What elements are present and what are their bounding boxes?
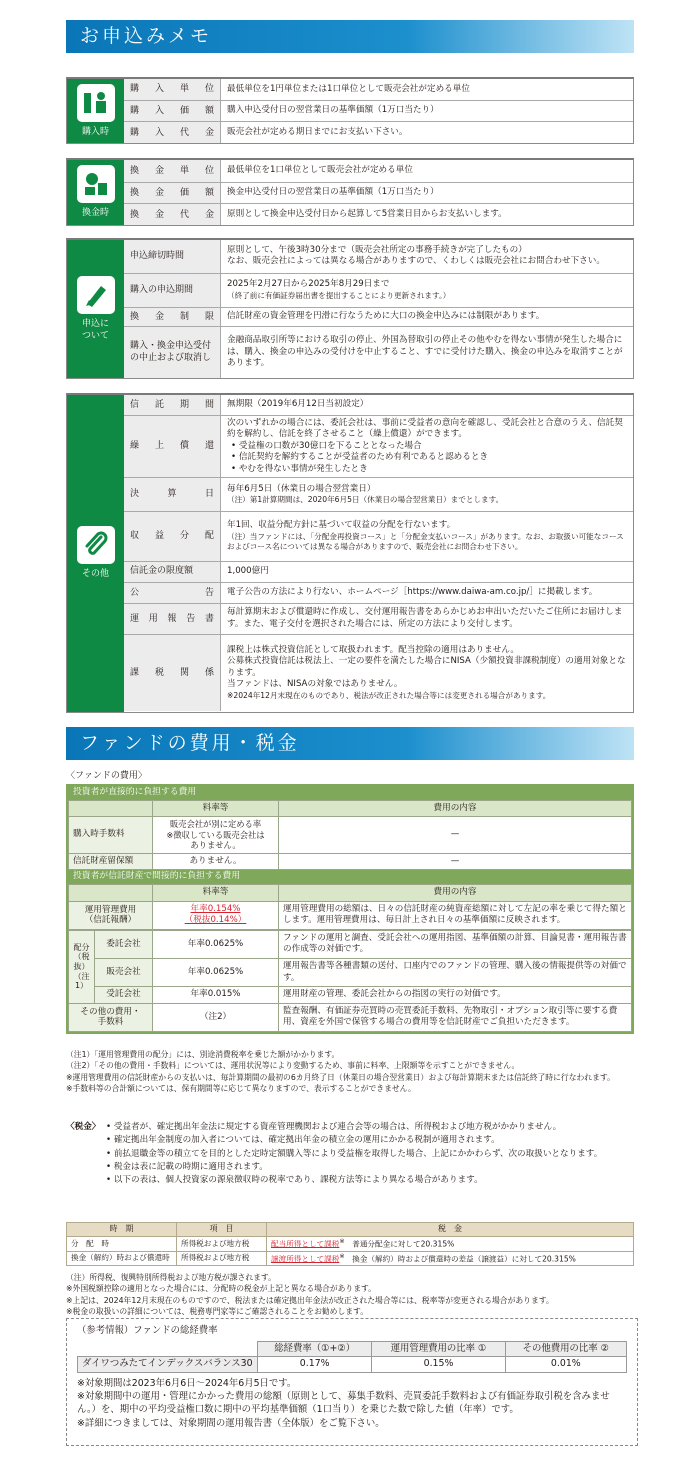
table-row: [124, 183, 633, 205]
label-char: 日: [204, 489, 214, 500]
table-row: [69, 853, 632, 870]
note-line: ※運用管理費用の信託財産からの支払いは、毎計算期間の最初の6カ月終了日（休業日の場合翌営業日）および毎計算期末または信託終了時に行なわれます。: [66, 1072, 615, 1082]
label-char: 金: [154, 209, 164, 220]
label-char: 購: [130, 105, 140, 116]
fee-rate: 販売会社が別に定める率 ※徴収している販売会社は ありません。: [153, 817, 279, 853]
row-label: 信託金の限度額: [124, 562, 221, 582]
paperclip-icon: [77, 526, 115, 564]
label-char: 単: [179, 84, 189, 95]
label-char: 繰: [130, 441, 140, 452]
note-text: 受益者が、確定拠出年金法に規定する資産管理機関および連合会等の場合は、所得税および地方税がかかりません。: [113, 1122, 562, 1132]
label-char: 還: [204, 441, 214, 452]
label-char: 金: [154, 187, 164, 198]
table-row: [67, 1236, 634, 1251]
label-char: 購: [130, 127, 140, 138]
row-label: [124, 512, 221, 561]
label-char: 上: [154, 441, 164, 452]
table-row: [124, 635, 633, 711]
exchange-block: [66, 158, 634, 226]
label-char: 金: [154, 165, 164, 176]
row-label: [124, 416, 221, 477]
value-text: 金融商品取引所等における取引の停止、外国為替取引の停止その他やむを得ない事情が発生した場合には、購入、換金の申込みの受付けを中止すること、すでに受付けた購入、換金の申込みを取消すことがあります。: [227, 335, 623, 369]
note-text: 税金は表に記載の時期に適用されます。: [113, 1161, 268, 1172]
col-content: 費用の内容: [279, 885, 632, 902]
tax-period: 換金（解約）時および償還時: [67, 1251, 177, 1266]
table-row: [124, 562, 633, 583]
col-rate: 料率等: [153, 885, 279, 902]
ref-col-mgmt: 運用管理費用の比率 ①: [372, 1341, 505, 1357]
label-char: 換: [130, 187, 140, 198]
row-value: [221, 327, 633, 378]
note-line: ※税金の取扱いの詳細については、税務専門家等にご確認されることをお勧めします。: [66, 1306, 369, 1316]
tax-type: 譲渡所得として課税: [271, 1254, 340, 1264]
value-note: ※2024年12月末現在のものであり、税法が改正された場合等には変更される場合があります。: [227, 691, 551, 701]
label-char: 制: [179, 311, 189, 322]
tax-section: [66, 1121, 646, 1188]
fee-label: 信託財産留保額: [69, 853, 153, 870]
label-char: 託: [154, 399, 164, 410]
note-text: 確定拠出年金制度の加入者については、確定拠出年金の積立金の運用にかかる税制が適用されます。: [113, 1135, 500, 1146]
ref-col-total: 総経費率（①+②）: [258, 1341, 372, 1357]
value-text: 最低単位を1口単位として販売会社が定める単位: [227, 165, 413, 176]
tax-col-tax: 税 金: [267, 1223, 634, 1237]
label-char: 限: [204, 311, 214, 322]
table-row: [67, 1251, 634, 1266]
label-char: 入: [154, 84, 164, 95]
alloc-content: ファンドの運用と調査、受託会社への運用指図、基準価額の計算、目論見書・運用報告書の作成等の対価です。: [279, 930, 632, 958]
table-row: [124, 204, 633, 225]
label-char: 入: [154, 105, 164, 116]
row-value: [221, 101, 633, 122]
label-char: 換: [130, 209, 140, 220]
note-line: ※上記は、2024年12月末現在のものですので、税法または確定拠出年金法が改正された場合等には、税率等が変更される場合があります。: [66, 1295, 554, 1305]
note-line: ※対象期間中の運用・管理にかかった費用の総額（原則として、募集手数料、売買委託手数料および有価証券取引税を含みません。）を、期中の平均受益権口数に期中の平均基準価額（1口当り）を乗じた数で除した値（年率）です。: [77, 1391, 610, 1416]
value-text: 原則として、午後3時30分まで（販売会社所定の事務手続きが完了したもの） なお、販売会社によっては異なる場合がありますので、くわしくは販売会社にお問合わせ下さい。: [227, 244, 605, 267]
value-text: 毎計算期末および償還時に作成し、交付運用報告書をあらかじめお申出いただいたご住所にお届けします。また、電子交付を選択された場合には、所定の方法により交付します。: [227, 607, 623, 629]
table-row: [69, 958, 632, 986]
exchange-side: [67, 160, 124, 225]
note-line: • 前払退職金等の積立てを目的とした定時定額購入等により受益権を取得した場合、上記にかかわらず、次の取扱いとなります。: [106, 1148, 603, 1159]
fee-table: [66, 784, 634, 1034]
apply-block: [66, 238, 634, 379]
tax-col-item: 項 目: [177, 1223, 267, 1237]
row-label: [124, 478, 221, 511]
alloc-party: 委託会社: [95, 930, 153, 958]
label-char: 決: [130, 489, 140, 500]
row-value: [221, 395, 633, 415]
row-label: [124, 101, 221, 122]
label-char: 期: [179, 399, 189, 410]
tax-mark: ※: [339, 1237, 345, 1245]
tax-text: 換金（解約）時および償還時の差益（譲渡益）に対して20.315%: [352, 1254, 576, 1264]
fees-subtitle: 〈ファンドの費用〉: [66, 771, 147, 781]
value-text: 2025年2月27日から2025年8月29日まで: [227, 279, 390, 290]
tax-item: 所得税および地方税: [177, 1251, 267, 1266]
alloc-content: 運用財産の管理、委託会社からの指図の実行の対価です。: [279, 987, 632, 1004]
value-text: 毎年6月5日（休業日の場合翌営業日）: [227, 483, 376, 494]
alloc-content: 運用報告書等各種書類の送付、口座内でのファンドの管理、購入後の情報提供等の対価です。: [279, 958, 632, 986]
fee-content: —: [279, 853, 632, 870]
row-value: [221, 604, 633, 634]
row-label: 申込締切時間: [124, 240, 221, 273]
row-label: [124, 308, 221, 327]
fee-section-header: ファンドの費用・税金: [66, 727, 634, 760]
apply-side-label: 申込に ついて: [81, 318, 109, 341]
label-char: 額: [204, 187, 214, 198]
table-row: [124, 327, 633, 378]
row-value: [221, 274, 633, 307]
label-char: 運: [130, 613, 140, 624]
note-line: ※外国税額控除の適用となった場合には、分配時の税金が上記と異なる場合があります。: [66, 1284, 376, 1294]
label-char: 位: [204, 165, 214, 176]
direct-fee-title: 投資者が直接的に負担する費用: [68, 786, 632, 800]
reference-box: [66, 1318, 638, 1446]
purchase-side-label: 購入時: [81, 126, 109, 137]
label-char: 金: [204, 127, 214, 138]
row-label: [124, 122, 221, 143]
label-char: 用: [148, 613, 158, 624]
label-char: 位: [204, 84, 214, 95]
value-text: 換金申込受付日の翌営業日の基準価額（1万口当たり）: [227, 187, 439, 198]
bullet-item: • 信託契約を解約することが受益者のため有利であると認めるとき: [231, 452, 489, 463]
value-text: 次のいずれかの場合には、委託会社は、事前に受益者の意向を確認し、受託会社と合意のうえ、信託契約を解約し、信託を終了させること（繰上償還）ができます。: [227, 417, 623, 440]
table-row: [124, 240, 633, 274]
value-text: 原則として換金申込受付日から起算して5営業日目からお支払いします。: [227, 208, 507, 219]
row-label: [124, 204, 221, 225]
tax-text: 普通分配金に対して20.315%: [352, 1239, 455, 1249]
mgmt-content: 運用管理費用の総額は、日々の信託財産の純資産総額に対して左記の率を乗じて得た額とします。運用管理費用は、毎日計上され日々の基準価額に反映されます。: [279, 901, 632, 929]
note-line: • 以下の表は、個人投資家の源泉徴収時の税率であり、課税方法等により異なる場合があります。: [106, 1175, 483, 1186]
table-row: [69, 817, 632, 853]
tax-item: 所得税および地方税: [177, 1236, 267, 1251]
label-char: 償: [179, 441, 189, 452]
note-text: 以下の表は、個人投資家の源泉徴収時の税率であり、課税方法等により異なる場合があります。: [113, 1175, 483, 1186]
label-char: 収: [130, 531, 140, 542]
exchange-icon: [77, 165, 115, 203]
apply-side: [67, 240, 124, 378]
note-line: ※対象期間は2023年6月6日～2024年6月5日です。: [77, 1378, 297, 1390]
mgmt-rate: 年率0.154%: [190, 903, 241, 914]
row-value: [221, 416, 633, 477]
label-char: 代: [179, 209, 189, 220]
row-value: [221, 204, 633, 225]
indirect-fee-title: 投資者が信託財産で間接的に負担する費用: [68, 870, 632, 884]
label-char: 書: [204, 613, 214, 624]
label-char: 課: [130, 667, 140, 678]
table-row: [124, 604, 633, 635]
label-char: 公: [130, 587, 140, 598]
mgmt-rate-excl: （税抜0.14%）: [184, 915, 247, 926]
label-char: 報: [167, 613, 177, 624]
label-char: 係: [204, 667, 214, 678]
value-text: 1,000億円: [227, 566, 269, 577]
label-char: 算: [167, 489, 177, 500]
table-row: [124, 274, 633, 308]
value-text: 無期限（2019年6月12日当初設定）: [227, 399, 369, 410]
value-text: 購入申込受付日の翌営業日の基準価額（1万口当たり）: [227, 105, 439, 116]
label-char: 換: [130, 165, 140, 176]
row-label: [124, 79, 221, 100]
value-note: （注）第1計算期間は、2020年6月5日（休業日の場合翌営業日）までとします。: [227, 495, 504, 505]
label-char: 告: [204, 587, 214, 598]
reference-notes: [77, 1377, 627, 1430]
ref-col-other: その他費用の比率 ②: [505, 1341, 626, 1357]
other-fee-rate: （注2）: [153, 1003, 279, 1031]
row-value: [221, 160, 633, 182]
alloc-party: 受託会社: [95, 987, 153, 1004]
bullet-item: • 受益権の口数が30億口を下ることとなった場合: [231, 440, 422, 451]
table-row: [124, 79, 633, 101]
label-char: 購: [130, 84, 140, 95]
label-char: 価: [179, 187, 189, 198]
fee-content: —: [279, 817, 632, 853]
row-value: [221, 122, 633, 143]
tax-col-period: 時 期: [67, 1223, 177, 1237]
note-line: • 確定拠出年金制度の加入者については、確定拠出年金の積立金の運用にかかる税制が適用されます。: [106, 1135, 500, 1146]
label-char: 金: [204, 209, 214, 220]
alloc-rate: 年率0.0625%: [153, 930, 279, 958]
tax-label: 〈税金〉: [66, 1122, 101, 1132]
note-line: ※手数料等の合計額については、保有期間等に応じて異なりますので、表示することができません。: [66, 1083, 416, 1093]
row-value: [221, 308, 633, 327]
row-label: [124, 160, 221, 182]
note-line: • 受益者が、確定拠出年金法に規定する資産管理機関および連合会等の場合は、所得税および地方税がかかりません。: [106, 1122, 562, 1132]
label-char: 配: [204, 531, 214, 542]
row-value: [221, 240, 633, 273]
row-value: [221, 478, 633, 511]
row-value: [221, 183, 633, 204]
row-label: [124, 183, 221, 204]
mgmt-fee-label: 運用管理費用 （信託報酬）: [69, 901, 153, 929]
alloc-label: 配分 （税抜） （注1）: [69, 930, 95, 1003]
value-text: 信託財産の資金管理を円滑に行なうために大口の換金申込みには制限があります。: [227, 311, 545, 322]
tax-mark: ※: [339, 1252, 345, 1260]
value-text: 販売会社が定める期日までにお支払い下さい。: [227, 126, 408, 137]
ref-total: 0.17%: [258, 1357, 372, 1373]
tax-table: [66, 1222, 634, 1266]
table-row: [69, 1003, 632, 1031]
table-row: [69, 930, 632, 958]
label-char: 入: [154, 127, 164, 138]
other-side: [67, 395, 124, 712]
row-value: [221, 512, 633, 561]
purchase-icon: [77, 84, 115, 122]
table-row: [124, 395, 633, 416]
note-line: （注2）「その他の費用・手数料」については、運用状況等により変動するため、事前に料率、上限額等を示すことができません。: [66, 1061, 520, 1071]
note-line: （注）所得税、復興特別所得税および地方税が課されます。: [66, 1273, 276, 1282]
other-side-label: その他: [81, 569, 109, 580]
tax-type: 配当所得として課税: [271, 1239, 340, 1249]
memo-section-header: お申込みメモ: [66, 20, 634, 53]
alloc-rate: 年率0.0625%: [153, 958, 279, 986]
table-row: [69, 901, 632, 929]
exchange-side-label: 換金時: [81, 208, 109, 219]
col-rate: 料率等: [153, 800, 279, 817]
note-text: 前払退職金等の積立てを目的とした定時定額購入等により受益権を取得した場合、上記にかかわらず、次の取扱いとなります。: [113, 1148, 603, 1159]
label-char: 単: [179, 165, 189, 176]
row-label: 購入・換金申込受付 の中止および取消し: [124, 327, 221, 378]
reference-title: （参考情報）ファンドの総経費率: [77, 1325, 218, 1336]
table-row: [69, 987, 632, 1004]
alloc-rate: 年率0.015%: [153, 987, 279, 1004]
label-char: 信: [130, 399, 140, 410]
fee-notes: [66, 1049, 646, 1094]
label-char: 関: [179, 667, 189, 678]
label-char: 益: [154, 531, 164, 542]
label-char: 金: [154, 311, 164, 322]
purchase-side: [67, 79, 124, 143]
pen-icon: [77, 276, 115, 314]
row-label: [124, 635, 221, 711]
label-char: 換: [130, 311, 140, 322]
table-row: [124, 583, 633, 604]
tax-notes: [66, 1272, 646, 1317]
value-note: （終了前に有価証券届出書を提出することにより更新されます。）: [227, 290, 451, 300]
col-content: 費用の内容: [279, 800, 632, 817]
value-text: 電子公告の方法により行ない、ホームページ［https://www.daiwa-am.co.jp/］に掲載します。: [227, 587, 598, 598]
label-char: 間: [204, 399, 214, 410]
note-line: ※詳細につきましては、対象期間の運用報告書（全体版）をご覧下さい。: [77, 1417, 385, 1429]
label-char: 告: [186, 613, 196, 624]
row-value: [221, 583, 633, 603]
tax-period: 分 配 時: [67, 1236, 177, 1251]
label-char: 分: [179, 531, 189, 542]
other-fee-label: その他の費用・ 手数料: [69, 1003, 153, 1031]
table-row: [124, 308, 633, 328]
table-row: [124, 101, 633, 123]
table-row: [124, 478, 633, 512]
fee-rate: ありません。: [153, 853, 279, 870]
note-line: （注1）「運用管理費用の配分」には、別途消費税率を乗じた額がかかります。: [66, 1050, 340, 1059]
row-label: [124, 395, 221, 415]
alloc-party: 販売会社: [95, 958, 153, 986]
ref-other: 0.01%: [505, 1357, 626, 1373]
row-label: 購入の申込期間: [124, 274, 221, 307]
row-label: [124, 583, 221, 603]
row-value: [221, 562, 633, 582]
other-block: [66, 393, 634, 713]
bullet-text: やむを得ない事情が発生したとき: [238, 463, 368, 474]
label-char: 価: [179, 105, 189, 116]
label-char: 額: [204, 105, 214, 116]
table-row: [124, 416, 633, 478]
row-value: [221, 635, 633, 711]
table-row: [124, 122, 633, 143]
label-char: 税: [154, 667, 164, 678]
table-row: [78, 1357, 627, 1373]
value-note: （注）当ファンドには、「分配金再投資コース」と「分配金支払いコース」があります。なお、お取扱い可能なコースおよびコース名については異なる場合がありますので、販売会社にお問合わせ下さい。: [227, 532, 624, 552]
purchase-block: [66, 77, 634, 144]
row-value: [221, 79, 633, 100]
ref-fund-name: ダイワつみたてインデックスバランス30: [78, 1357, 258, 1373]
bullet-text: 受益権の口数が30億口を下ることとなった場合: [238, 440, 422, 451]
value-text: 年1回、収益分配方針に基づいて収益の分配を行ないます。: [227, 520, 456, 531]
bullet-text: 信託契約を解約することが受益者のため有利であると認めるとき: [238, 452, 489, 463]
fee-label: 購入時手数料: [69, 817, 153, 853]
other-fee-content: 監査報酬、有価証券売買時の売買委託手数料、先物取引・オプション取引等に要する費用、資産を外国で保管する場合の費用等を信託財産でご負担いただきます。: [279, 1003, 632, 1031]
table-row: [124, 512, 633, 562]
label-char: 代: [179, 127, 189, 138]
ref-mgmt: 0.15%: [372, 1357, 505, 1373]
note-line: • 税金は表に記載の時期に適用されます。: [106, 1161, 268, 1172]
value-text: 最低単位を1円単位または1口単位として販売会社が定める単位: [227, 83, 470, 94]
value-text: 課税上は株式投資信託として取扱われます。配当控除の適用はありません。 公募株式投資信託は税法上、一定の要件を満たした場合にNISA（少額投資非課税制度）の適用対象となります。 当ファンドは、NISAの対象ではありません。: [227, 644, 626, 690]
row-label: [124, 604, 221, 634]
table-row: [124, 160, 633, 183]
bullet-item: • やむを得ない事情が発生したとき: [231, 463, 368, 474]
